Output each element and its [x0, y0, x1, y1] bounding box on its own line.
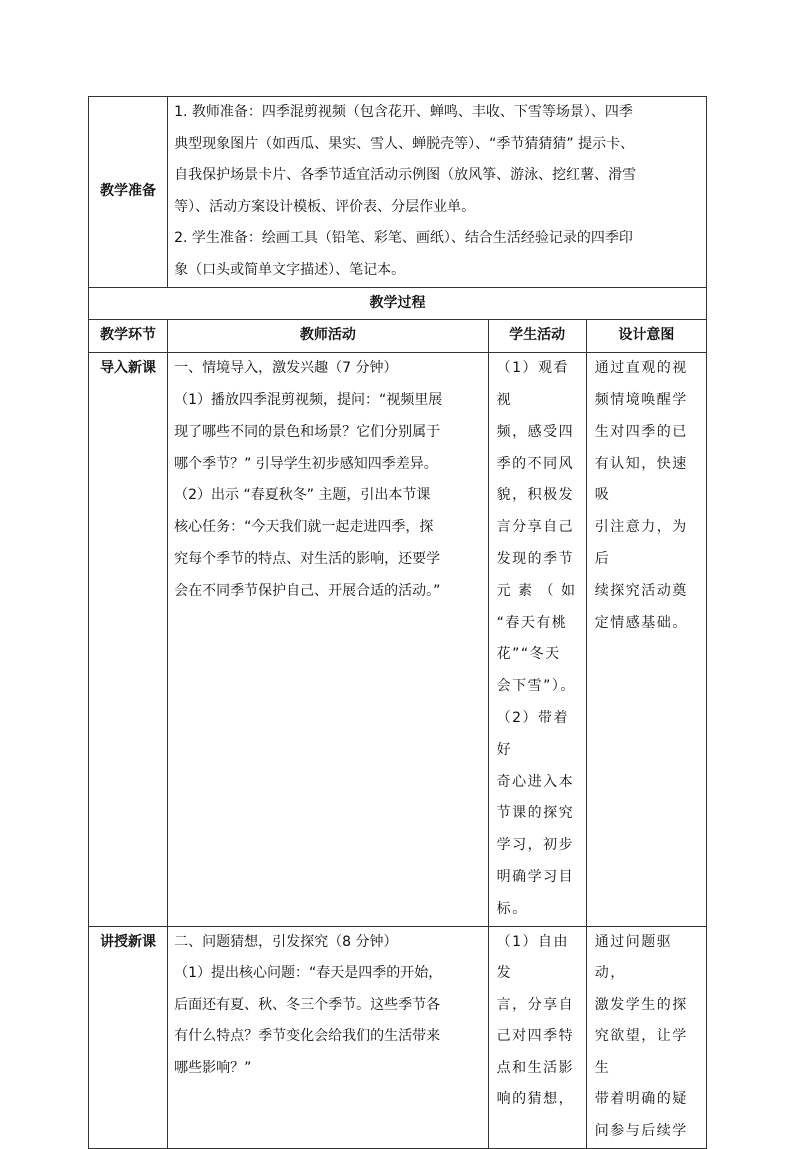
lecture-stage-label: 讲授新课 [89, 926, 168, 1148]
teacher-line: 会在不同季节保护自己、开展合适的活动。” [174, 582, 441, 599]
student-line: 学习，初步 [496, 837, 575, 854]
teacher-line: 一、情境导入，激发兴趣（7 分钟） [174, 360, 398, 377]
student-line: 奇心进入本 [496, 773, 575, 790]
intro-row [89, 353, 707, 926]
lecture-design-cell [586, 926, 706, 1148]
design-line: 通过问题驱动， [594, 933, 673, 982]
student-line: 发现的季节 [496, 550, 575, 567]
intro-teacher-cell [168, 353, 489, 926]
student-line: “春天有桃 [496, 614, 568, 631]
student-line: 元 素 （ 如 [496, 582, 577, 599]
header-stage: 教学环节 [89, 320, 168, 353]
design-line: 定情感基础。 [594, 614, 688, 631]
student-line: 花”“冬天 [496, 646, 561, 663]
student-line: 会下雪”）。 [496, 678, 576, 695]
intro-design-cell [586, 353, 706, 926]
teacher-line: 有什么特点？季节变化会给我们的生活带来 [174, 1028, 441, 1045]
prep-line: 1. 教师准备：四季混剪视频（包含花开、蝉鸣、丰收、下雪等场景）、四季 [174, 104, 633, 120]
student-line: 言分享自己 [496, 519, 575, 536]
student-line: 响的猜想， [496, 1091, 575, 1108]
student-line: （1）观看视 [496, 360, 570, 408]
design-line: 通过直观的视 [594, 360, 688, 377]
prep-line: 象（口头或简单文字描述）、笔记本。 [174, 261, 406, 278]
teacher-line: 哪些影响？” [174, 1059, 252, 1076]
student-line: 己对四季特 [496, 1028, 575, 1045]
teaching-prep-content [168, 97, 707, 288]
teaching-prep-label: 教学准备 [89, 97, 168, 288]
process-title: 教学过程 [89, 287, 707, 320]
process-title-row [89, 287, 707, 320]
student-line: （2）带着好 [496, 709, 570, 758]
prep-line: 等）、活动方案设计模板、评价表、分层作业单。 [174, 198, 476, 215]
student-line: 点和生活影 [496, 1059, 575, 1076]
teaching-prep-row [89, 97, 707, 288]
teacher-line: 后面还有夏、秋、冬三个季节。这些季节各 [174, 996, 441, 1013]
design-line: 引注意力，为后 [594, 519, 688, 567]
lesson-plan-table [88, 96, 707, 1149]
student-line: 频，感受四 [496, 423, 575, 440]
teacher-line: 核心任务：“今天我们就一起走进四季，探 [174, 519, 434, 536]
teacher-line: （2）出示 “春夏秋冬” 主题，引出本节课 [174, 487, 431, 504]
design-line: 激发学生的探 [594, 996, 688, 1013]
student-line: 季的不同风 [496, 455, 575, 472]
intro-student-cell [488, 353, 586, 926]
prep-line: 自我保护场景卡片、各季节适宜活动示例图（放风筝、游泳、挖红薯、滑雪 [174, 167, 637, 184]
design-line: 究欲望，让学生 [594, 1028, 688, 1076]
lecture-row [89, 926, 707, 1148]
lecture-student-cell [488, 926, 586, 1148]
student-line: 貌，积极发 [496, 487, 575, 504]
header-design-intent: 设计意图 [586, 320, 706, 353]
prep-line: 典型现象图片（如西瓜、果实、雪人、蝉脱壳等）、“季节猜猜猜” 提示卡、 [174, 135, 635, 152]
student-line: 标。 [496, 900, 528, 917]
student-line: 节课的探究 [496, 805, 575, 822]
prep-line: 2. 学生准备：绘画工具（铅笔、彩笔、画纸）、结合生活经验记录的四季印 [174, 230, 633, 247]
student-line: （1）自由发 [496, 933, 570, 982]
header-student-activity: 学生活动 [488, 320, 586, 353]
design-line: 有认知，快速吸 [594, 455, 688, 504]
design-line: 带着明确的疑 [594, 1091, 688, 1108]
teacher-line: （1）播放四季混剪视频，提问：“视频里展 [174, 391, 443, 408]
design-line: 生对四季的已 [594, 423, 688, 440]
student-line: 言，分享自 [496, 996, 575, 1013]
teacher-line: 究每个季节的特点、对生活的影响，还要学 [174, 550, 441, 567]
header-teacher-activity: 教师活动 [168, 320, 489, 353]
student-line: 明确学习目 [496, 868, 575, 885]
column-header-row [89, 320, 707, 353]
design-line: 频情境唤醒学 [594, 391, 688, 408]
teacher-line: 二、问题猜想，引发探究（8 分钟） [174, 933, 398, 950]
lecture-teacher-cell [168, 926, 489, 1148]
design-line: 续探究活动奠 [594, 582, 688, 599]
teacher-line: 现了哪些不同的景色和场景？它们分别属于 [174, 423, 441, 440]
teacher-line: 哪个季节？” 引导学生初步感知四季差异。 [174, 455, 438, 472]
design-line: 问参与后续学 [594, 1123, 688, 1140]
intro-stage-label: 导入新课 [89, 353, 168, 926]
teacher-line: （1）提出核心问题：“春天是四季的开始， [174, 965, 443, 982]
